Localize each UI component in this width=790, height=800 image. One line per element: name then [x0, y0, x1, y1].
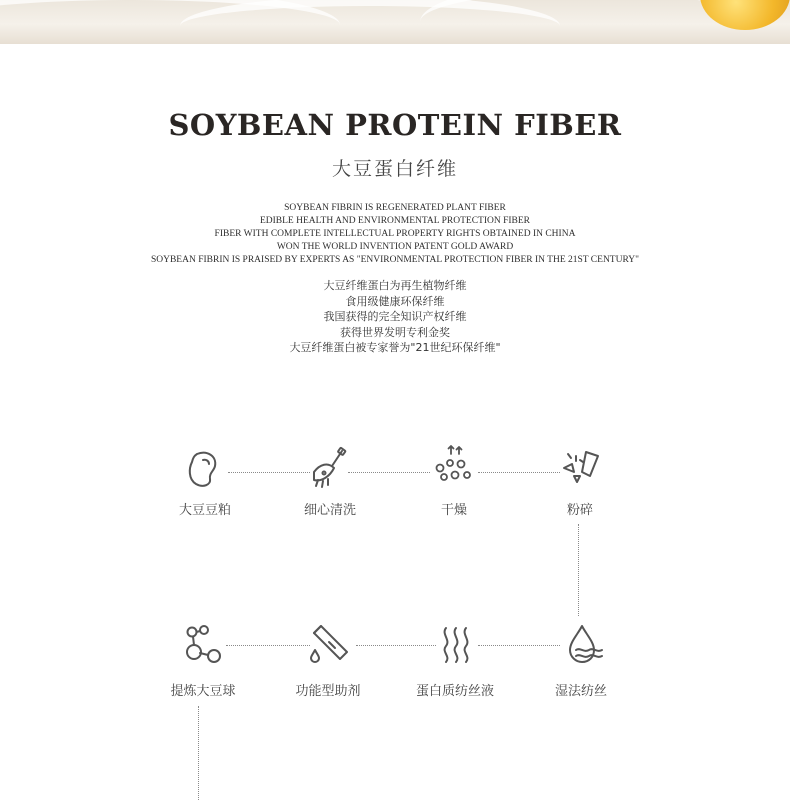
- step-label: 大豆豆粕: [178, 503, 231, 518]
- page-subtitle: 大豆蛋白纤维: [331, 158, 458, 180]
- wet-spinning-icon: [562, 622, 606, 666]
- flow-connector: [348, 472, 430, 473]
- flow-connector: [578, 524, 579, 616]
- intro-en-line: WON THE WORLD INVENTION PATENT GOLD AWARD: [276, 242, 514, 252]
- flow-connector: [478, 645, 560, 646]
- drying-particles-icon: [432, 442, 476, 486]
- page-title: SOYBEAN PROTEIN FIBER: [168, 108, 622, 142]
- intro-cn-line: 大豆纤维蛋白被专家誉为"21世纪环保纤维": [289, 341, 501, 354]
- intro-cn-line: 食用级健康环保纤维: [345, 294, 445, 308]
- flow-connector: [228, 472, 310, 473]
- flow-connector: [226, 645, 310, 646]
- step-label: 湿法纺丝: [554, 684, 607, 699]
- intro-en-line: EDIBLE HEALTH AND ENVIRONMENTAL PROTECTION FIBER: [259, 216, 531, 226]
- intro-cn-line: 获得世界发明专利金奖: [340, 325, 450, 339]
- cleaning-brush-icon: [306, 446, 350, 490]
- intro-en-line: FIBER WITH COMPLETE INTELLECTUAL PROPERTY RIGHTS OBTAINED IN CHINA: [214, 229, 576, 239]
- intro-en-line: SOYBEAN FIBRIN IS PRAISED BY EXPERTS AS "ENVIRONMENTAL PROTECTION FIBER IN THE 21ST CENTURY": [150, 255, 640, 265]
- crushing-icon: [560, 446, 604, 490]
- intro-chinese: [0, 278, 790, 356]
- additive-tube-icon: [307, 622, 351, 666]
- step-label: 提炼大豆球: [170, 684, 236, 699]
- step-label: 干燥: [440, 503, 467, 518]
- intro-cn-line: 我国获得的完全知识产权纤维: [323, 310, 467, 323]
- flow-connector: [198, 706, 199, 800]
- intro-cn-line: 大豆纤维蛋白为再生植物纤维: [323, 279, 467, 292]
- bean-icon: [183, 446, 227, 490]
- step-label: 细心清洗: [303, 503, 356, 518]
- step-label: 功能型助剂: [295, 684, 361, 699]
- flow-connector: [356, 645, 436, 646]
- intro-english: [0, 202, 790, 267]
- top-banner-image: [0, 0, 790, 44]
- step-label: 蛋白质纺丝液: [415, 684, 494, 699]
- banner-wave: [420, 0, 750, 44]
- step-label: 粉碎: [566, 503, 593, 518]
- flow-connector: [478, 472, 560, 473]
- soy-ball-icon: [182, 622, 226, 666]
- intro-en-line: SOYBEAN FIBRIN IS REGENERATED PLANT FIBER: [284, 203, 506, 213]
- spinning-solution-icon: [434, 622, 478, 666]
